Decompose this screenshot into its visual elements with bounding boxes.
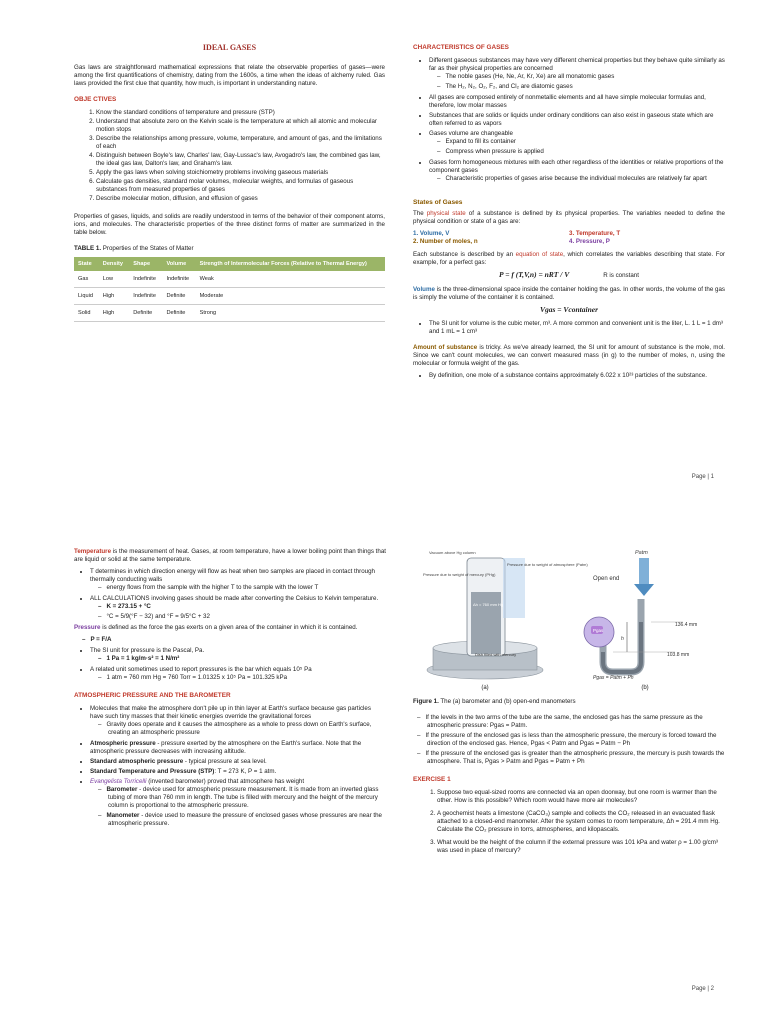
page-2 (0, 512, 768, 1024)
open-end-label: Open end (593, 576, 620, 582)
sub-item: – energy flows from the sample with the higher T to the sample with the lower T (108, 584, 386, 592)
list-item: – If the pressure of the enclosed gas is greater than the atmospheric pressure, the mercury is push towards the atmosphere. That is, Pgas > Patm and Pgas = Patm + Ph (427, 750, 725, 766)
list-item: • ALL CALCULATIONS involving gases should be made after converting the Celsius to Kelvin temperature. – K = 273.15 + °C – °C = 5/9(°F − 32) and °F = 9/5°C + 32 (90, 595, 386, 621)
page2-right-column (413, 544, 725, 861)
list-item: • Gases form homogeneous mixtures with each other regardless of the identities or relative proportions of the component gases – Characteristic properties of gases arise because the individual molecules are relatively far apart (429, 159, 725, 183)
states-of-matter-table (74, 257, 385, 322)
table-caption-label: TABLE 1. (74, 245, 102, 252)
page2-left-column (74, 548, 386, 831)
patm-label: Patm (635, 550, 648, 556)
table-row (74, 271, 385, 288)
pressure-atmosphere-label: Pressure due to weight of atmosphere (Patm) (507, 562, 588, 567)
page1-left-column (74, 44, 385, 326)
table-header: State (74, 257, 99, 271)
table-cell: Moderate (196, 288, 385, 305)
table-row (74, 305, 385, 322)
table-header-row (74, 257, 385, 271)
objective-item: 2. Understand that absolute zero on the Kelvin scale is the temperature at which all atomic and molecular motion stops (96, 118, 385, 134)
equation-of-state-link[interactable]: equation of state (515, 251, 564, 258)
table-cell: Solid (74, 305, 99, 322)
list-item: • Different gaseous substances may have very different chemical properties but they behave quite similarly as far as their physical properties are concerned – The noble gases (He, Ne, Ar, Kr, Xe) are all monatomic gases – The H₂, N₂, O₂, F₂, and Cl₂ are diatomic gases (429, 57, 725, 91)
page1-right-column (413, 44, 725, 383)
table-row (74, 288, 385, 305)
objectives-heading: OBJE CTIVES (74, 96, 117, 103)
states-paragraph: Properties of gases, liquids, and solids are readily understood in terms of the behavior of their component atoms, ions, and molecules. The characteristic properties of the three distinct forms of matter are summarized in the table below. (74, 213, 385, 236)
arrow-down-icon (634, 584, 654, 596)
table-cell: Definite (129, 305, 162, 322)
sub-item: – The noble gases (He, Ne, Ar, Kr, Xe) are all monatomic gases (447, 73, 725, 81)
states-of-gases-text: The physical state of a substance is defined by its physical properties. The variables needed to define the physical condition or state of a gas are: (413, 210, 725, 225)
figure-b-label: (b) (641, 685, 649, 691)
sub-item: – Barometer - device used for atmospheric pressure measurement. It is made from an inverted glass tubing of more than 760 mm in length. The tube is filled with mercury and the height of the mercury column is proportional to the atmospheric pressure. (108, 786, 386, 810)
height-136-label: 136.4 mm (675, 622, 698, 628)
list-item: – If the levels in the two arms of the tube are the same, the enclosed gas has the same pressure as the atmospheric pressure: Pgas = Patm. (427, 714, 725, 730)
state-variables (413, 230, 725, 246)
list-item: • By definition, one mole of a substance contains approximately 6.022 x 10²³ particles of the substance. (429, 372, 725, 380)
height-103-label: 103.8 mm (667, 652, 690, 658)
exercise-list (413, 789, 725, 855)
objectives-list (74, 109, 385, 203)
figure-caption: Figure 1. The (a) barometer and (b) open-end manometers (413, 698, 576, 705)
variable-moles: 2. Number of moles, n (413, 238, 478, 245)
table-cell: Indefinite (129, 271, 162, 288)
barometer-illustration (423, 550, 588, 691)
sub-item: – Manometer - device used to measure the pressure of enclosed gases whose pressures are near the atmospheric pressure. (108, 812, 386, 828)
table-cell: Indefinite (129, 288, 162, 305)
list-item: • Molecules that make the atmosphere don't pile up in thin layer at Earth's surface because gas particles have such tiny masses that their kinetic energies override the gravitational forces – Gravity does operate and it causes the atmosphere as a whole to press down on Earth's surface, creating an atmospheric pressure (90, 705, 386, 737)
exercise-item: 1. Suppose two equal-sized rooms are connected via an open doorway, but one room is warmer than the other. How is this possible? Which room would have more air molecules? (437, 789, 725, 805)
characteristics-list (413, 57, 725, 183)
table-cell: Low (99, 271, 129, 288)
table-cell: Gas (74, 271, 99, 288)
objective-item: 3. Describe the relationships among pressure, volume, temperature, and amount of gas, and the limitations of each (96, 135, 385, 151)
list-item: • Substances that are solids or liquids under ordinary conditions can also exist in gaseous state which are often referred to as vapors (429, 112, 725, 128)
pressure-list (74, 647, 386, 682)
height-label: Δh = 760 mm Hg (473, 602, 504, 607)
page-number: Page | 1 (691, 474, 714, 480)
pressure-paragraph: Pressure is defined as the force the gas exerts on a given area of the container in which it is contained. (74, 624, 358, 631)
table-caption-text: Properties of the States of Matter (101, 245, 194, 252)
list-item: • Standard atmospheric pressure - typical pressure at sea level. (90, 758, 386, 766)
page-title: IDEAL GASES (202, 43, 257, 52)
list-item: • All gases are composed entirely of nonmetallic elements and all have simple molecular formulas and, therefore, low molar masses (429, 94, 725, 110)
temperature-paragraph: Temperature is the measurement of heat. Gases, at room temperature, have a lower boiling point than things that are liquid or solid at the same temperature. (74, 548, 386, 563)
table-cell: Weak (196, 271, 385, 288)
sub-item: – Characteristic properties of gases arise because the individual molecules are relatively far apart (447, 175, 725, 183)
pressure-formula: – P = F/A (92, 636, 386, 644)
variable-pressure: 4. Pressure, P (569, 238, 610, 245)
page-number: Page | 2 (691, 986, 714, 992)
h-label: h (621, 636, 624, 642)
list-item: • Standard Temperature and Pressure (STP): T = 273 K, P = 1 atm. (90, 768, 386, 776)
equation-of-state-formula: P = f (T,V,n) = nRT / V R is constant (499, 270, 639, 279)
list-item: • A related unit sometimes used to report pressures is the bar which equals 10⁵ Pa – 1 atm = 760 mm Hg = 760 Torr = 1.01325 x 10⁵ Pa = 101.325 kPa (90, 666, 386, 682)
objective-item: 1. Know the standard conditions of temperature and pressure (STP) (96, 109, 385, 117)
objective-item: 5. Apply the gas laws when solving stoichiometry problems involving gaseous materials (96, 169, 385, 177)
figure-a-label: (a) (481, 685, 489, 691)
objective-item: 4. Distinguish between Boyle's law, Charles' law, Gay-Lussac's law, Avogadro's law, the combined gas law, the ideal gas law, Dalton's law, and Graham's law. (96, 152, 385, 168)
vacuum-label: Vacuum above Hg column (429, 550, 476, 555)
manometer-illustration (584, 550, 697, 691)
exercise-item: 2. A geochemist heats a limestone (CaCO₃) sample and collects the CO₂ released in an evacuated flask attached to a closed-end manometer. After the system comes to room temperature, Δh = 291.4 mm Hg. Calculate the CO₂ pressure in torrs, atmospheres, and kilopascals. (437, 810, 725, 834)
pressure-mercury-label: Pressure due to weight of mercury (PHg) (423, 572, 496, 577)
sub-item: – 1 Pa = 1 kg/m·s² = 1 N/m² (108, 655, 386, 663)
list-item: • T determines in which direction energy will flow as heat when two samples are placed in contact through thermally conducting walls – energy flows from the sample with the higher T to the sample with the lower T (90, 568, 386, 592)
pgas-label: Pgas (593, 628, 604, 633)
table-cell: Indefinite (162, 271, 195, 288)
list-item: • The SI unit for volume is the cubic meter, m³. A more common and convenient unit is the liter, L. 1 L = 1 dm³ and 1 mL = 1 cm³ (429, 320, 725, 336)
sub-item: – Expand to fill its container (447, 138, 725, 146)
list-item: • Evangelista Torricelli (invented barometer) proved that atmosphere has weight – Barometer - device used for atmospheric pressure measurement. It is made from an inverted glass tubing of more than 760 mm in length. The tube is filled with mercury and the height of the mercury column is proportional to the atmospheric pressure. – Manometer - device used to measure the pressure of enclosed gases whose pressures are near the atmospheric pressure. (90, 778, 386, 828)
list-item: • The SI unit for pressure is the Pascal, Pa. – 1 Pa = 1 kg/m·s² = 1 N/m² (90, 647, 386, 663)
dish-label: Dish filled with mercury (475, 652, 517, 657)
volume-paragraph: Volume is the three-dimensional space inside the container holding the gas. In other words, the volume of the gas is simply the volume of the container it is contained. (413, 286, 725, 301)
intro-paragraph: Gas laws are straightforward mathematical expressions that relate the observable properties of gases—were among the first quantifications of chemistry, dating from the 1600s, a time when the ideas of alchemy ruled. Gas laws provided the first clue that quantity, how much, is important in understanding nature. (74, 64, 385, 87)
sub-item: – °C = 5/9(°F − 32) and °F = 9/5°C + 32 (108, 613, 386, 621)
variable-volume: 1. Volume, V (413, 230, 450, 237)
exercise-item: 3. What would be the height of the column if the external pressure was 101 kPa and water ρ = 1.00 g/cm³ was used in place of mercury? (437, 839, 725, 855)
exercise-heading: EXERCISE 1 (413, 776, 451, 783)
list-item: • Gases volume are changeable – Expand to fill its container – Compress when pressure is applied (429, 130, 725, 156)
table-header: Strength of Intermolecular Forces (Relative to Thermal Energy) (196, 257, 385, 271)
atmosphere-list (74, 705, 386, 828)
sub-item: – Gravity does operate and it causes the atmosphere as a whole to press down on Earth's surface, creating an atmospheric pressure (108, 721, 386, 737)
table-header: Shape (129, 257, 162, 271)
characteristics-heading: CHARACTERISTICS OF GASES (413, 44, 509, 51)
r-constant-note: R is constant (603, 272, 639, 279)
barometer-manometer-figure (413, 544, 725, 694)
physical-state-link[interactable]: physical state (426, 210, 466, 217)
torricelli-link[interactable]: Evangelista Torricelli (90, 778, 147, 785)
table-caption (74, 245, 385, 253)
list-item: – If the pressure of the enclosed gas is less than the atmospheric pressure, the mercury is forced toward the direction of the enclosed gas. Hence, Pgas < Patm and Pgas = Patm − Ph (427, 732, 725, 748)
table-cell: Definite (162, 305, 195, 322)
sub-item: – K = 273.15 + °C (108, 603, 386, 611)
volume-formula: Vgas = Vcontainer (539, 305, 599, 314)
amount-list (413, 372, 725, 380)
volume-list (413, 320, 725, 336)
sub-item: – Compress when pressure is applied (447, 148, 725, 156)
objective-item: 6. Calculate gas densities, standard molar volumes, molecular weights, and formulas of gaseous substances from measured properties of gases (96, 178, 385, 194)
pgas-equation: Pgas = Patm + Ph (593, 675, 634, 681)
atmospheric-pressure-heading: ATMOSPHERIC PRESSURE AND THE BAROMETER (74, 692, 231, 699)
sub-item: – The H₂, N₂, O₂, F₂, and Cl₂ are diatomic gases (447, 83, 725, 91)
states-of-gases-heading: States of Gases (413, 199, 463, 206)
table-cell: Liquid (74, 288, 99, 305)
variable-temperature: 3. Temperature, T (569, 230, 621, 237)
table-header: Volume (162, 257, 195, 271)
amount-paragraph: Amount of substance is tricky. As we've already learned, the SI unit for amount of substance is the mole, mol. Since we can't count molecules, we can convert measured mass (in g) to the number of moles, n, using the molecular or formula weight of the gas. (413, 344, 725, 367)
table-cell: High (99, 288, 129, 305)
list-item: • Atmospheric pressure - pressure exerted by the atmosphere on the Earth's surface. Note that the atmospheric pressure decreases with increasing altitude. (90, 740, 386, 756)
table-cell: Definite (162, 288, 195, 305)
equation-of-state-text: Each substance is described by an equation of state, which correlates the variables describing that state. For example, for a perfect gas: (413, 251, 725, 266)
manometer-conditions-list (413, 714, 725, 766)
objective-item: 7. Describe molecular motion, diffusion, and effusion of gases (96, 195, 385, 203)
table-cell: High (99, 305, 129, 322)
table-header: Density (99, 257, 129, 271)
temperature-list (74, 568, 386, 621)
sub-item: – 1 atm = 760 mm Hg = 760 Torr = 1.01325 x 10⁵ Pa = 101.325 kPa (108, 674, 386, 682)
table-cell: Strong (196, 305, 385, 322)
